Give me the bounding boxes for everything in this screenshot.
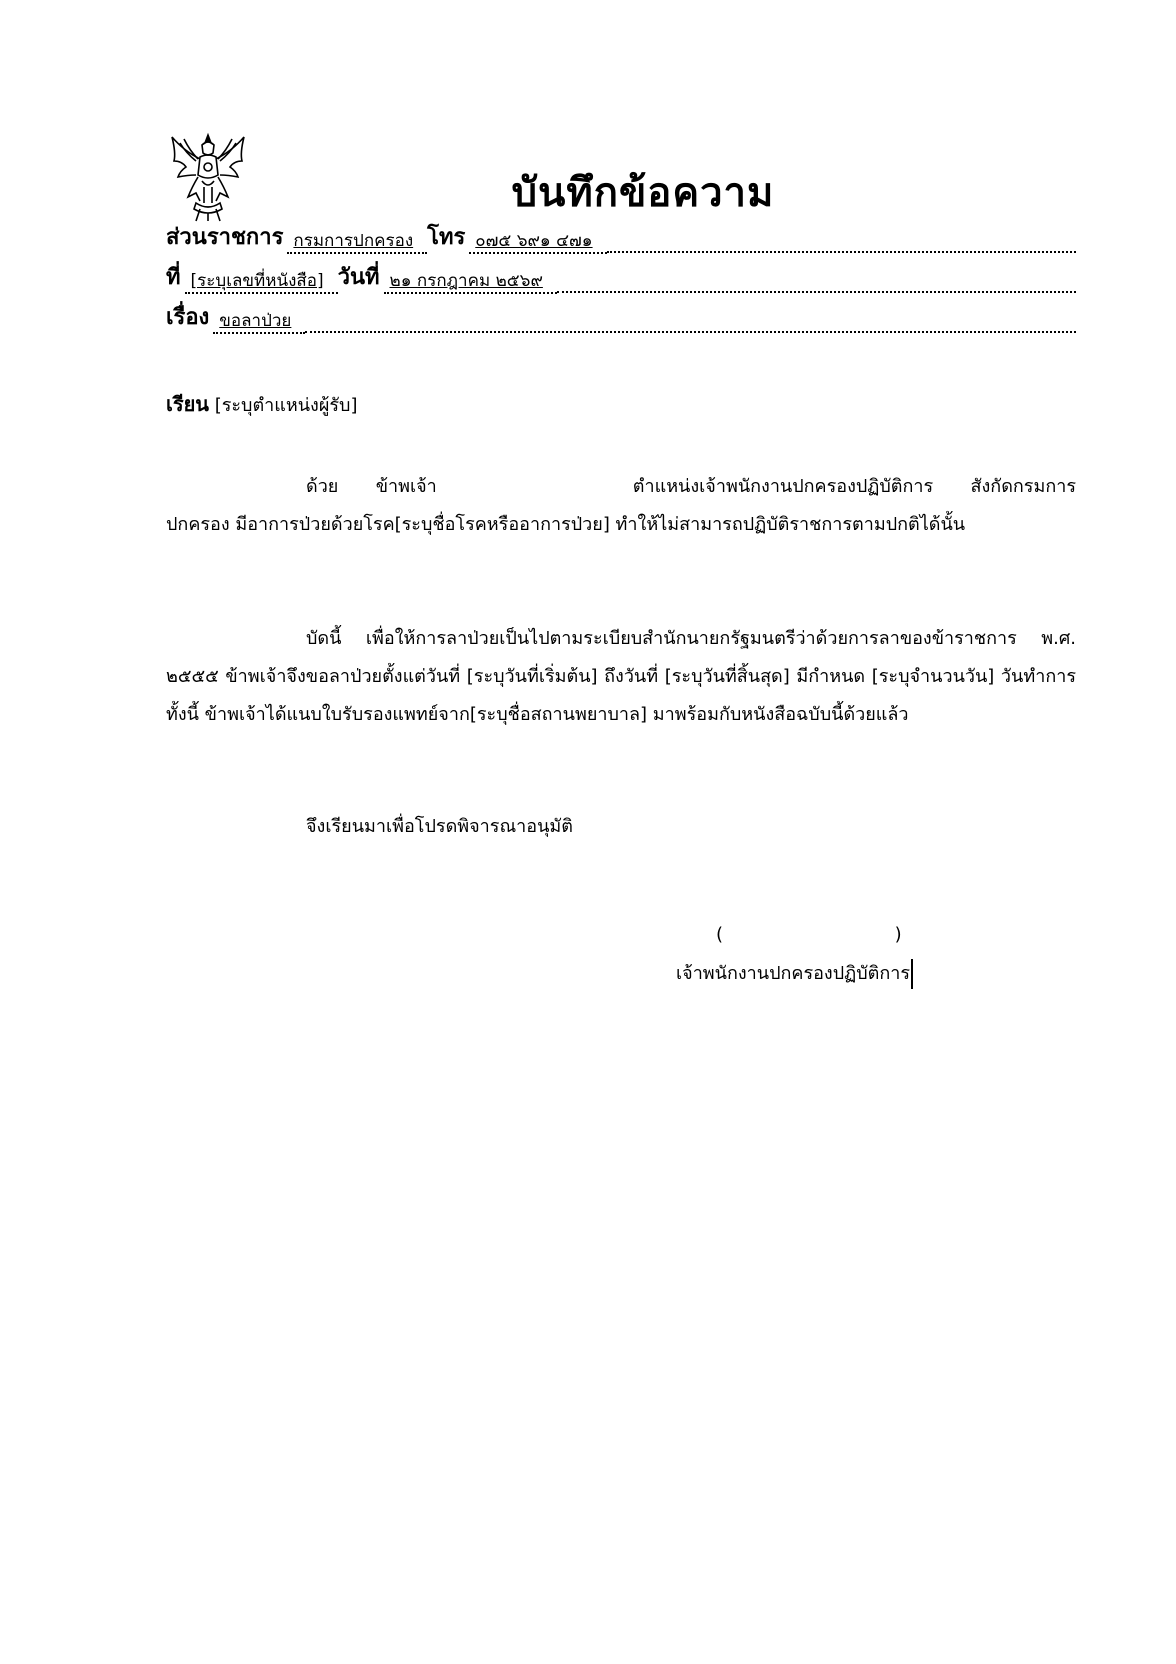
salutation (166, 388, 358, 420)
header-row-subject (166, 304, 1076, 334)
signature-name-bracket: ( ) (716, 924, 902, 945)
date-label: วันที่ (337, 265, 380, 290)
p3-text: จึงเรียนมาเพื่อโปรดพิจารณาอนุมัติ (306, 816, 573, 837)
ref-label: ที่ (166, 265, 181, 290)
dotted-fill (557, 291, 1076, 293)
dept-label: ส่วนราชการ (166, 225, 284, 250)
salutation-value: [ระบุตำแหน่งผู้รับ] (214, 395, 358, 416)
p2-text: บัดนี้ เพื่อให้การลาป่วยเป็นไปตามระเบียบสำนักนายกรัฐมนตรีว่าด้วยการลาของข้าราชการ พ.ศ. ๒๕๕๕ ข้าพเจ้าจึงขอลาป่วยตั้งแต่วันที่ [ระบุวันที่เริ่มต้น] ถึงวันที่ [ระบุวันที่สิ้นสุด] มีกำหนด [ระบุจำนวนวัน] วันทำการ ทั้งนี้ ข้าพเจ้าได้แนบใบรับรองแพทย์จาก[ระบุชื่อสถานพยาบาล] มาพร้อมกับหนังสือฉบับนี้ด้วยแล้ว (166, 628, 1076, 725)
p1-text: ตำแหน่งเจ้าพนักงานปกครองปฏิบัติการ สังกัดกรมการปกครอง มีอาการป่วยด้วยโรค[ระบุชื่อโรคหรืออาการป่วย] ทำให้ไม่สามารถปฏิบัติราชการตามปกติได้นั้น (166, 476, 1076, 535)
header-row-department (166, 224, 1076, 254)
dotted-fill (305, 331, 1076, 333)
subject-label: เรื่อง (166, 305, 210, 330)
header-row-reference (166, 264, 1076, 294)
body-paragraph-2 (166, 620, 1076, 734)
tel-value: ๐๗๕ ๖๙๑ ๔๗๑ (469, 230, 606, 254)
signature-position-text: เจ้าพนักงานปกครองปฏิบัติการ (676, 963, 911, 984)
dept-value: กรมการปกครอง (287, 230, 427, 254)
body-paragraph-3 (166, 808, 1076, 846)
ref-value: [ระบุเลขที่หนังสือ] (185, 270, 338, 294)
body-paragraph-1 (166, 468, 1076, 544)
salutation-label: เรียน (166, 392, 209, 416)
dotted-fill (607, 251, 1076, 253)
tel-label: โทร (427, 225, 466, 250)
date-value: ๒๑ กรกฎาคม ๒๕๖๙ (384, 270, 557, 294)
p1-intro: ด้วย ข้าพเจ้า (306, 476, 437, 497)
signature-position[interactable] (676, 958, 913, 989)
text-cursor (911, 959, 913, 989)
document-title: บันทึกข้อความ (511, 170, 775, 216)
subject-value: ขอลาป่วย (213, 310, 305, 334)
